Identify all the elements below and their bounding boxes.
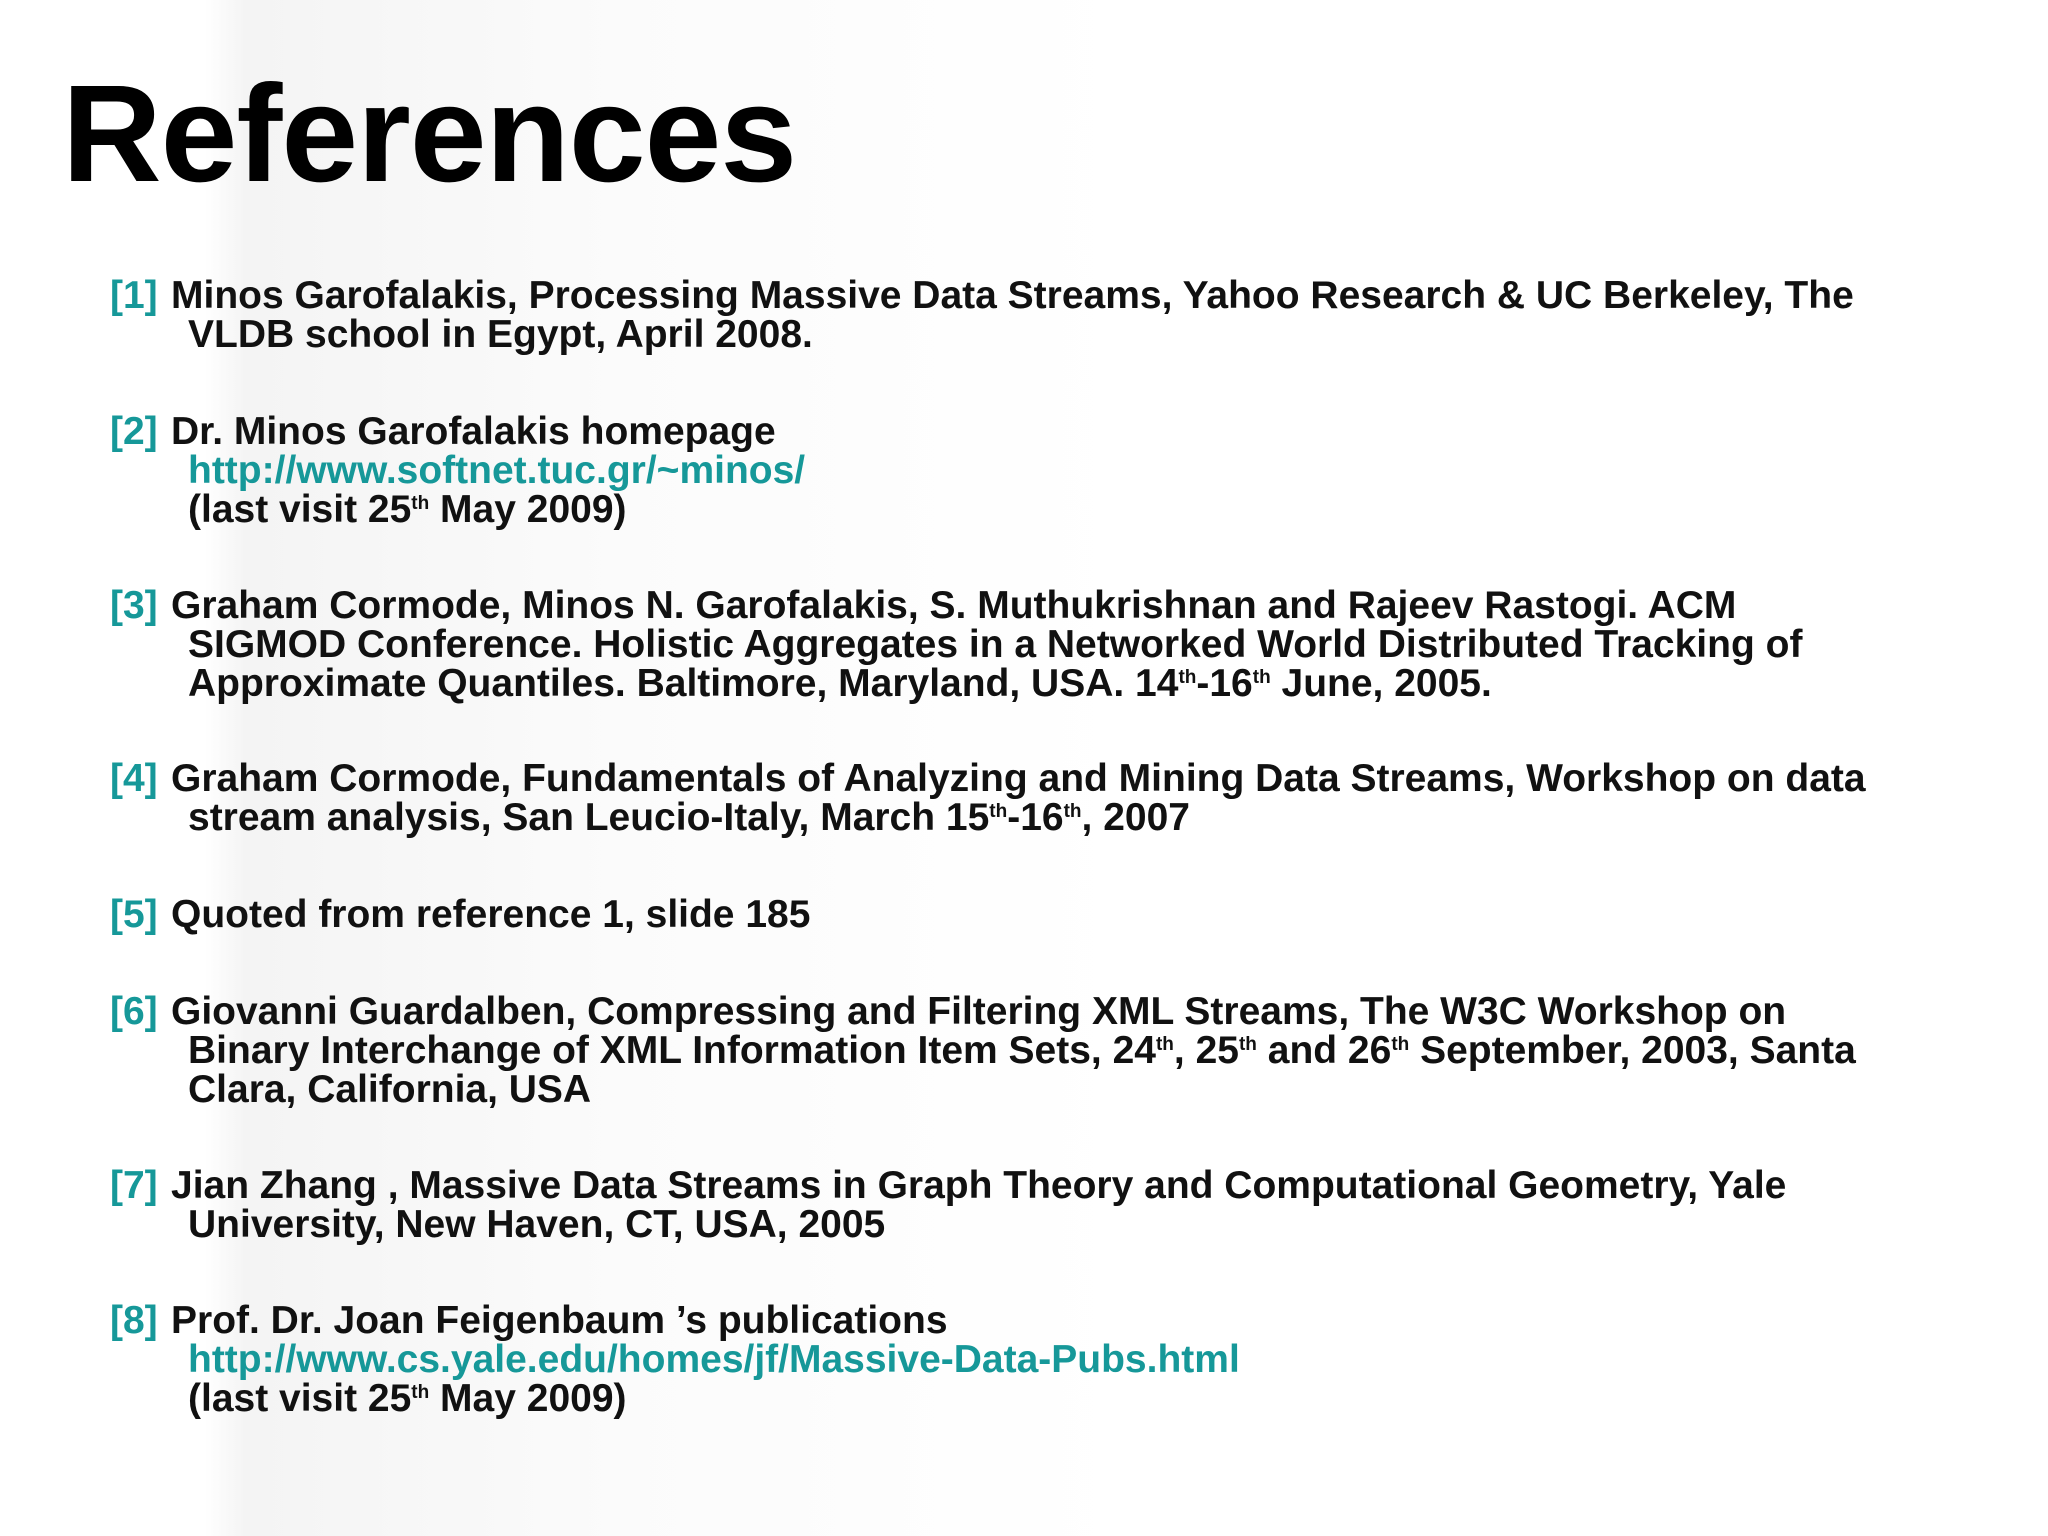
reference-text-7-line-1: Jian Zhang , Massive Data Streams in Graph Theory and Computational Geometry, Yale [171,1164,1787,1207]
reference-text-3-line-3-prefix: Approximate Quantiles. Baltimore, Maryland, USA. 14 [188,662,1179,705]
reference-text-6-superscript-1: th [1155,1034,1174,1055]
reference-label-6: [6] [110,990,158,1033]
references-list [110,276,1990,1418]
reference-text-3-superscript-1: th [1178,667,1197,688]
reference-label-5: [5] [110,893,158,936]
reference-text-5-line-1: Quoted from reference 1, slide 185 [171,893,811,936]
reference-visit-2-prefix: (last visit 25 [188,488,412,531]
reference-text-3-line-1: Graham Cormode, Minos N. Garofalakis, S. Muthukrishnan and Rajeev Rastogi. ACM [171,584,1737,627]
reference-text-3-line-3-middle: -16 [1196,662,1253,705]
reference-text-4-line-2-prefix: stream analysis, San Leucio-Italy, March 15 [188,796,990,839]
reference-visit-2-superscript: th [411,493,430,514]
reference-text-4-superscript-1: th [989,801,1008,822]
reference-visit-8 [188,1379,1990,1418]
reference-text-6-line-2-middle-2: and 26 [1256,1029,1392,1072]
reference-text-4-line-2-suffix: , 2007 [1081,796,1190,839]
reference-item-8 [110,1301,1990,1418]
reference-text-3-line-3-suffix: June, 2005. [1270,662,1492,705]
reference-item-5 [110,895,1990,934]
reference-item-3 [110,586,1990,703]
reference-item-4 [110,759,1990,837]
reference-visit-8-superscript: th [411,1382,430,1403]
reference-text-7-line-2: University, New Haven, CT, USA, 2005 [188,1203,886,1246]
reference-text-6-line-2-suffix: September, 2003, Santa [1409,1029,1856,1072]
reference-visit-2-suffix: May 2009) [429,488,627,531]
reference-text-3-superscript-2: th [1252,667,1271,688]
reference-text-4-line-1: Graham Cormode, Fundamentals of Analyzing and Mining Data Streams, Workshop on data [171,757,1866,800]
reference-text-3-line-3 [188,664,1990,703]
reference-label-4: [4] [110,757,158,800]
reference-link-8[interactable]: http://www.cs.yale.edu/homes/jf/Massive-Data-Pubs.html [188,1338,1240,1381]
reference-text-6-superscript-3: th [1391,1034,1410,1055]
reference-text-2-line-1: Dr. Minos Garofalakis homepage [171,410,776,453]
reference-item-2 [110,412,1990,529]
reference-link-2[interactable]: http://www.softnet.tuc.gr/~minos/ [188,449,806,492]
reference-text-6-line-1: Giovanni Guardalben, Compressing and Filtering XML Streams, The W3C Workshop on [171,990,1787,1033]
reference-label-7: [7] [110,1164,158,1207]
reference-text-6-line-2-middle-1: , 25 [1173,1029,1239,1072]
reference-item-1 [110,274,1990,356]
reference-label-8: [8] [110,1299,158,1342]
reference-visit-2 [188,490,1990,529]
reference-text-4-superscript-2: th [1063,801,1082,822]
reference-text-6-line-3: Clara, California, USA [188,1068,592,1111]
reference-visit-8-prefix: (last visit 25 [188,1377,412,1420]
reference-text-6-superscript-2: th [1238,1034,1257,1055]
reference-text-6-line-2 [188,1031,1990,1070]
reference-visit-8-suffix: May 2009) [429,1377,627,1420]
reference-label-3: [3] [110,584,158,627]
reference-text-8-line-1: Prof. Dr. Joan Feigenbaum ’s publications [171,1299,948,1342]
reference-item-6 [110,992,1990,1109]
reference-label-1: [1] [110,274,158,317]
reference-label-2: [2] [110,410,158,453]
reference-text-6-line-2-prefix: Binary Interchange of XML Information Item Sets, 24 [188,1029,1156,1072]
reference-text-4-line-2-middle: -16 [1007,796,1064,839]
reference-text-1-line-2: VLDB school in Egypt, April 2008. [188,313,813,356]
reference-item-7 [110,1166,1990,1244]
reference-text-4-line-2 [188,798,1990,837]
slide-title: References [62,57,797,211]
reference-text-1-line-1: Minos Garofalakis, Processing Massive Data Streams, Yahoo Research & UC Berkeley, The [171,274,1854,317]
reference-text-3-line-2: SIGMOD Conference. Holistic Aggregates in a Networked World Distributed Tracking of [188,623,1803,666]
